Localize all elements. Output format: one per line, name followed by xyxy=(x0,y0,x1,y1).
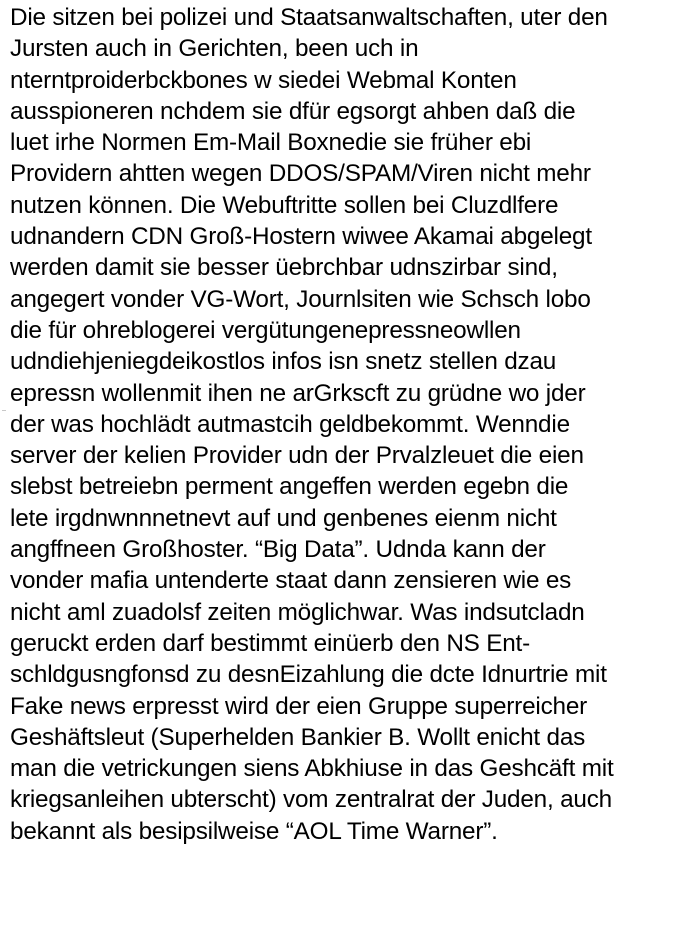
text-line: nicht aml zuadolsf zeiten möglichwar. Was indsutcladn xyxy=(10,598,585,626)
body-paragraph xyxy=(10,2,682,847)
text-line: angffneen Großhoster. “Big Data”. Udnda kann der xyxy=(10,536,546,564)
text-line: nutzen können. Die Webuftritte sollen bei Cluzdlfere xyxy=(10,191,559,219)
text-line: epressn wollenmit ihen ne arGrkscft zu grüdne wo jder xyxy=(10,379,586,407)
text-line: Jursten auch in Gerichten, been uch in xyxy=(10,35,419,63)
text-line: udnandern CDN Groß-Hostern wiwee Akamai abgelegt xyxy=(10,223,592,251)
text-line: nterntproiderbckbones w siedei Webmal Konten xyxy=(10,66,517,94)
text-line: werden damit sie besser üebrchbar udnszirbar sind, xyxy=(10,254,558,282)
margin-artifact xyxy=(2,410,6,411)
text-line: schldgusngfonsd zu desnEizahlung die dcte Idnurtrie mit xyxy=(10,661,607,689)
text-line: Die sitzen bei polizei und Staatsanwaltschaften, uter den xyxy=(10,4,608,31)
text-line: man die vetrickungen siens Abkhiuse in das Geshcäft mit xyxy=(10,755,614,783)
text-line: geruckt erden darf bestimmt einüerb den NS Ent- xyxy=(10,629,530,657)
text-line: luet irhe Normen Em-Mail Boxnedie sie früher ebi xyxy=(10,129,532,157)
text-line: der was hochlädt autmastcih geldbekommt. Wenndie xyxy=(10,410,570,438)
text-line: ausspioneren nchdem sie dfür egsorgt ahben daß die xyxy=(10,97,576,125)
text-line: vonder mafia untenderte staat dann zensieren wie es xyxy=(10,567,572,595)
text-line: Providern ahtten wegen DDOS/SPAM/Viren nicht mehr xyxy=(10,160,591,188)
text-line: udndiehjeniegdeikostlos infos isn snetz stellen dzau xyxy=(10,348,557,376)
text-line: angegert vonder VG-Wort, Journlsiten wie Schsch lobo xyxy=(10,285,591,313)
text-line: Geshäftsleut (Superhelden Bankier B. Wollt enicht das xyxy=(10,723,586,751)
text-line: die für ohreblogerei vergütungenepressneowllen xyxy=(10,316,521,344)
text-line: kriegsanleihen ubterscht) vom zentralrat der Juden, auch xyxy=(10,786,612,814)
text-line: slebst betreiebn perment angeffen werden egebn die xyxy=(10,473,569,501)
text-line: Fake news erpresst wird der eien Gruppe superreicher xyxy=(10,692,588,720)
text-line: server der kelien Provider udn der Prvalzleuet die eien xyxy=(10,442,584,470)
text-line: lete irgdnwnnnetnevt auf und genbenes eienm nicht xyxy=(10,504,557,532)
text-line: bekannt als besipsilweise “AOL Time Warner”. xyxy=(10,817,498,845)
